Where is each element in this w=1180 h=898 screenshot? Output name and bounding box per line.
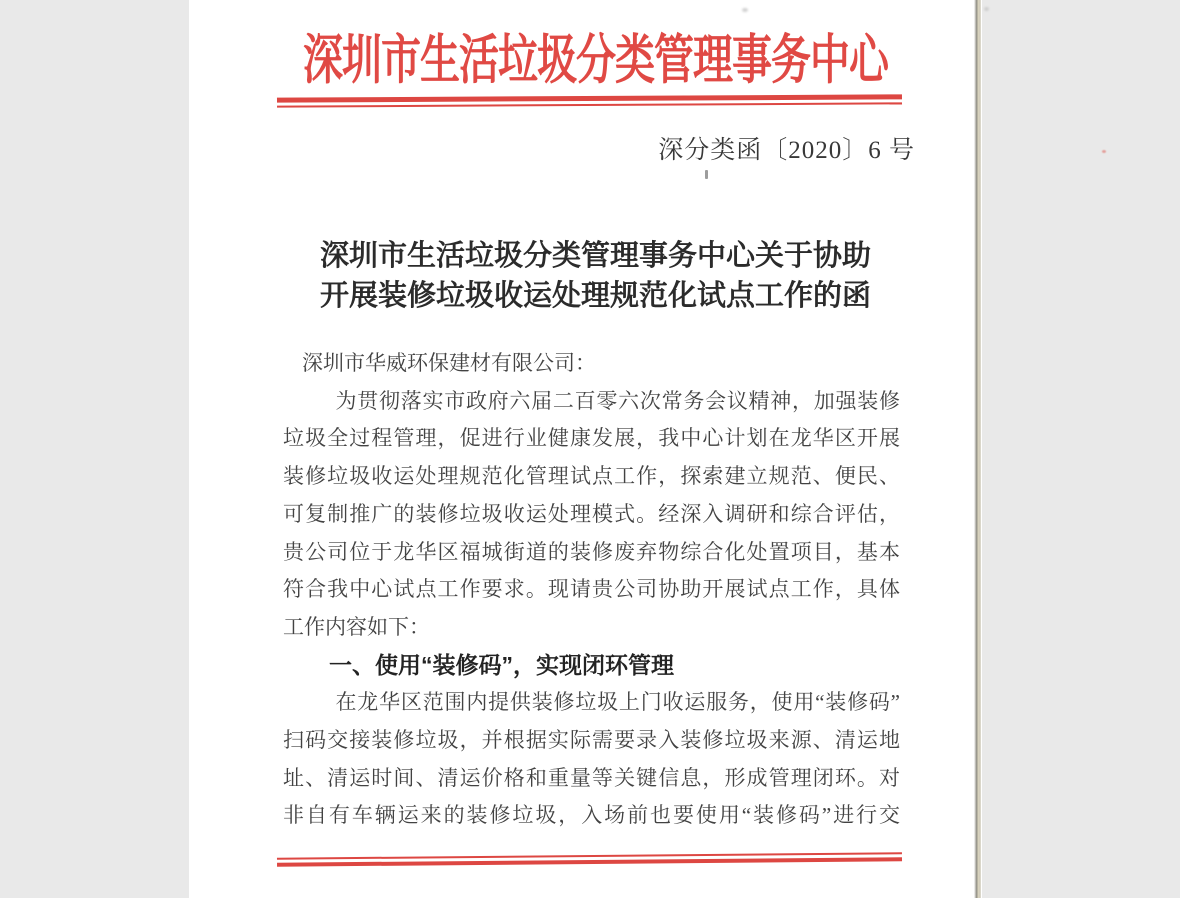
page-edge-shadow bbox=[974, 0, 981, 898]
scan-speck bbox=[984, 7, 989, 11]
scan-speck bbox=[742, 8, 748, 12]
document-title bbox=[283, 236, 908, 316]
document-number: 深分类函〔2020〕6 号 bbox=[658, 137, 915, 164]
body-line: 垃圾全过程管理，促进行业健康发展，我中心计划在龙华区开展 bbox=[283, 426, 900, 451]
paragraph-1 bbox=[283, 383, 900, 647]
body-line: 工作内容如下： bbox=[283, 614, 430, 639]
body-line: 贵公司位于龙华区福城街道的装修废弃物综合化处置项目，基本 bbox=[283, 539, 900, 564]
document-title-line2: 开展装修垃圾收运处理规范化试点工作的函 bbox=[319, 280, 871, 312]
document-title-line1: 深圳市生活垃圾分类管理事务中心关于协助 bbox=[319, 240, 871, 272]
body-line: 在龙华区范围内提供装修垃圾上门收运服务，使用“装修码” bbox=[335, 690, 900, 715]
body-line: 可复制推广的装修垃圾收运处理模式。经深入调研和综合评估， bbox=[283, 501, 900, 526]
paragraph-2 bbox=[283, 684, 900, 835]
header-divider bbox=[277, 94, 902, 107]
scan-speck bbox=[705, 170, 708, 179]
salutation: 深圳市华威环保建材有限公司： bbox=[302, 351, 596, 375]
body-line: 符合我中心试点工作要求。现请贵公司协助开展试点工作，具体 bbox=[283, 577, 900, 602]
document-body bbox=[283, 345, 900, 835]
section-1-heading: 一、使用“装修码”，实现闭环管理 bbox=[329, 651, 674, 678]
body-line: 址、清运时间、清运价格和重量等关键信息，形成管理闭环。对 bbox=[283, 765, 900, 790]
letterhead-org-title: 深圳市生活垃圾分类管理事务中心 bbox=[303, 30, 888, 90]
body-line: 为贯彻落实市政府六届二百零六次常务会议精神，加强装修 bbox=[335, 388, 900, 413]
body-line: 扫码交接装修垃圾，并根据实际需要录入装修垃圾来源、清运地 bbox=[283, 728, 900, 753]
scan-speck bbox=[1102, 150, 1106, 153]
footer-divider bbox=[277, 852, 902, 866]
body-line: 装修垃圾收运处理规范化管理试点工作，探索建立规范、便民、 bbox=[283, 464, 900, 489]
body-line: 非自有车辆运来的装修垃圾，入场前也要使用“装修码”进行交 bbox=[283, 803, 900, 828]
document-page bbox=[189, 0, 982, 898]
